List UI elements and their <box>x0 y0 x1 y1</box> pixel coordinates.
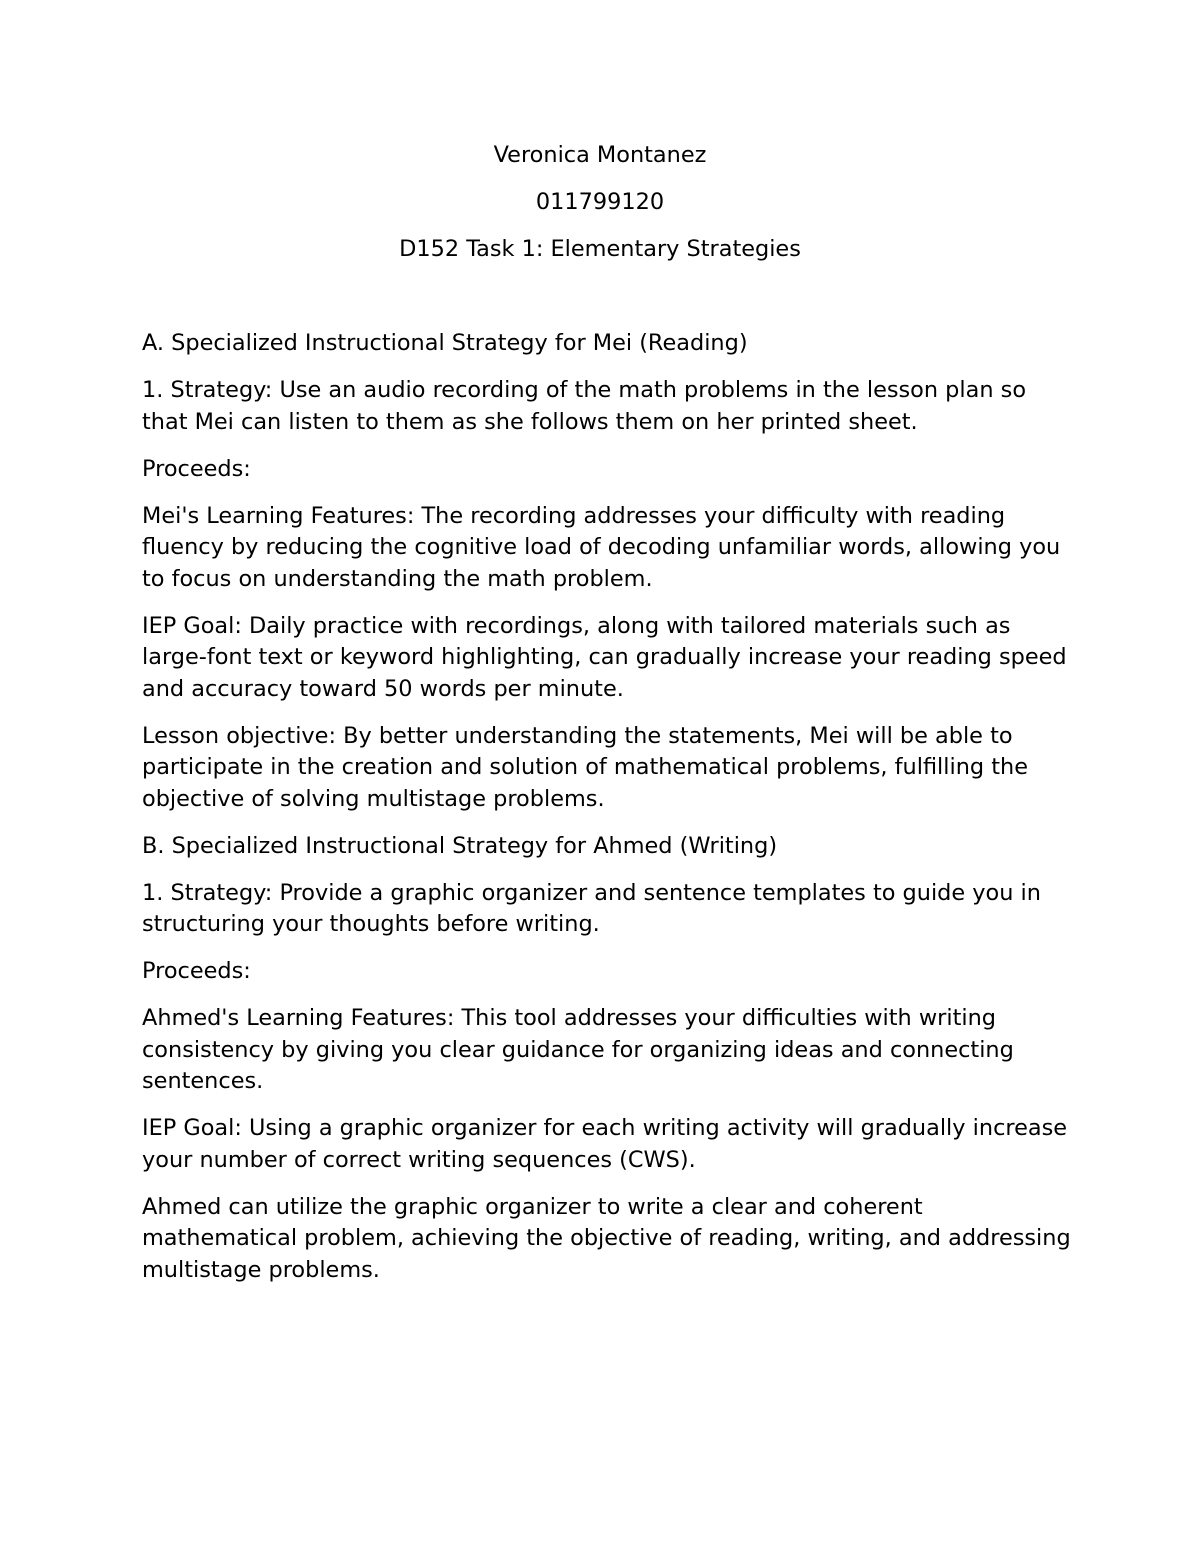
section-b-lesson-objective: Ahmed can utilize the graphic organizer to write a clear and coherent mathematical problem, achieving the objective of reading, writing, and addressing multistage problems. <box>142 1193 1071 1283</box>
section-b-iep-goal: IEP Goal: Using a graphic organizer for each writing activity will gradually increase your number of correct writing sequences (CWS). <box>142 1115 1068 1173</box>
student-id: 011799120 <box>535 189 665 215</box>
document-body <box>142 328 1072 1302</box>
section-a-strategy: 1. Strategy: Use an audio recording of the math problems in the lesson plan so that Mei can listen to them as she follows them on her printed sheet. <box>142 377 1027 435</box>
section-b-learning-features: Ahmed's Learning Features: This tool addresses your difficulties with writing consistency by giving you clear guidance for organizing ideas and connecting sentences. <box>142 1005 1014 1094</box>
author-name: Veronica Montanez <box>493 142 707 168</box>
section-a-lesson-objective: Lesson objective: By better understanding the statements, Mei will be able to participate in the creation and solution of mathematical problems, fulfilling the objective of solving multistage problems. <box>142 722 1028 812</box>
section-b-heading: B. Specialized Instructional Strategy for Ahmed (Writing) <box>142 832 778 859</box>
document-title: D152 Task 1: Elementary Strategies <box>399 236 801 262</box>
section-a-iep-goal: IEP Goal: Daily practice with recordings, along with tailored materials such as large-font text or keyword highlighting, can gradually increase your reading speed and accuracy toward 50 words per minute. <box>142 612 1067 702</box>
section-a-proceeds: Proceeds: <box>142 455 251 482</box>
section-b-proceeds: Proceeds: <box>142 958 251 984</box>
section-b-strategy: 1. Strategy: Provide a graphic organizer and sentence templates to guide you in structuring your thoughts before writing. <box>142 879 1041 937</box>
section-a-learning-features: Mei's Learning Features: The recording addresses your difficulty with reading fluency by reducing the cognitive load of decoding unfamiliar words, allowing you to focus on understanding the math problem. <box>142 502 1061 592</box>
section-a-heading: A. Specialized Instructional Strategy for Mei (Reading) <box>142 330 748 356</box>
